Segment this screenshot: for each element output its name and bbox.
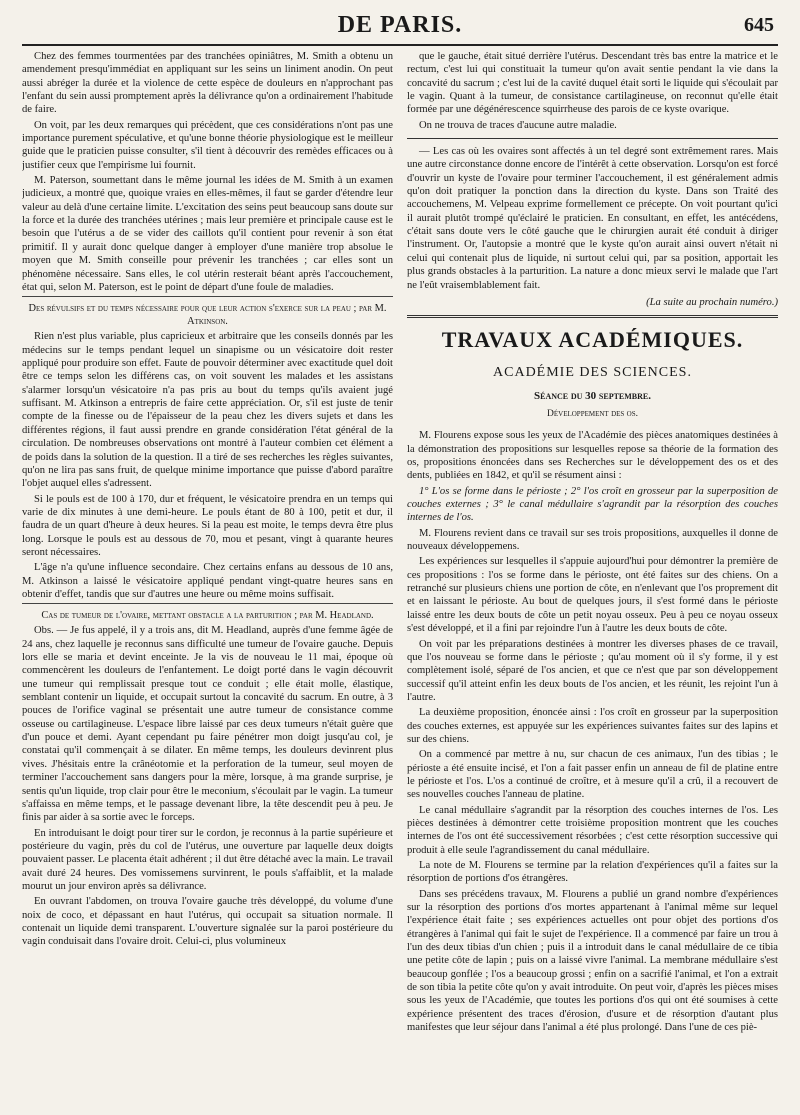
session-date: Séance du 30 septembre. — [533, 389, 652, 402]
paragraph: Chez des femmes tourmentées par des tranchées opiniâtres, M. Smith a obtenu un amendement presqu'immédiat en appliquant sur les seins un liniment anodin. On peut aussi abréger la durée et la violence de cette espèce de douleurs en n'approchant pas l'enfant du sein aussi promptement après la délivrance qu'on a ordinairement l'habitude de faire. — [22, 51, 393, 116]
topic-heading: Développement des os. — [547, 409, 638, 420]
paragraph: Dans ses précédens travaux, M. Flourens a publié un grand nombre d'expériences sur la résorption des portions d'os mortes appartenant à l'animal même sur lequel l'expérience était faite ; ses expériences actuelles ont pour objet des portions d'os étrangères à l'animal qui fait le sujet de l'expérience. Il a commencé par faire un trou à l'un des deux tibias d'un chien ; puis il a introduit dans le canal médullaire de ce tibia une petite côte de lapin ; puis on a laissé vivre l'animal. La membrane médullaire s'est beaucoup gonflée ; l'os a beaucoup grossi ; enfin on a sacrifié l'animal, et l'on a extrait de son tibia la petite côte qu'on y avait introduite. On peut voir, d'après les pièces mises sous les yeux de l'Académie, que toutes les portions d'os qui ont été soumises à cette expérience présentent des traces d'érosion, d'usure et de résorption d'autant plus manifestes que leur séjour dans l'animal a été plus prolongé. Dans l'une de ces piè- — [407, 888, 778, 1034]
paragraph: — Les cas où les ovaires sont affectés à un tel degré sont extrêmement rares. Mais une autre circonstance donne encore de l'intérêt à cette observation. Lorsqu'on est forcé d'ouvrir un kyste de l'ovaire pour terminer l'accouchement, il est généralement admis qu'on doit pratiquer la ponction dans la direction du kyste. Dans son Traité des accouchemens, M. Velpeau exprime formellement ce précepte. On voit pourtant qu'ici il aurait plutôt trompé qu'éclairé le praticien. En consultant, en effet, les antécédens, c'était sans doute vers le côté gauche que le chirurgien aurait été conduit à diriger l'instrument. Or, l'autopsie a montré que le kyste qu'on aurait ainsi ouvert n'était ni celui qui contenait plus de liquide, ni surtout celui qui, par sa position, apportait les plus grands obstacles à la parturition. La nature a donc mieux servi le malade que l'art ne l'eût vraisemblablement fait. — [407, 146, 778, 291]
paragraph: L'âge n'a qu'une influence secondaire. Chez certains enfans au dessous de 10 ans, M. Atkinson a laissé le vésicatoire appliqué pendant vingt-quatre heures sans en obtenir d'effet, tandis que sur d'autres une heure ou même moins suffisait. — [22, 562, 393, 600]
section-heading: Cas de tumeur de l'ovaire, mettant obstacle a la parturition ; par M. Headland. — [22, 603, 393, 622]
paragraph: que le gauche, était situé derrière l'utérus. Descendant très bas entre la matrice et le rectum, c'est lui qui constituait la tumeur qu'on avait sentie pendant la vie dans la concavité du sacrum ; c'est lui de la cavité duquel était sorti le liquide qui s'écoulait par le vagin. Quant à la tumeur, de consistance cartilagineuse, on reconnut qu'elle était formée par une dégénérescence squirrheuse des parois de ce kyste ovarique. — [407, 51, 778, 116]
paragraph: Si le pouls est de 100 à 170, dur et fréquent, le vésicatoire prendra en un temps qui varie de dix minutes à une demi-heure. Le pouls étant de 80 à 100, petit et dur, il faudra de un quart d'heure à deux heures. Si la peau est moite, le temps devra être plus long. Lorsque le pouls est au dessous de 70, mou et pesant, vingt à quarante heures seront nécessaires. — [22, 493, 393, 558]
academy-title: ACADÉMIE DES SCIENCES. — [493, 364, 692, 380]
paragraph: En ouvrant l'abdomen, on trouva l'ovaire gauche très développé, du volume d'une noix de coco, et dépassant en haut l'utérus, qui occupait sa situation normale. Il contenait un liquide demi transparent. L'ouverture signalée sur la paroi postérieure du vagin conduisait dans l'ovaire droit. Celui-ci, plus volumineux — [22, 896, 393, 948]
separator — [407, 138, 778, 139]
paragraph: Le canal médullaire s'agrandit par la résorption des couches internes de l'os. Les pièces destinées à démontrer cette troisième proposition montrent que les couches internes de l'os ont été successivement résorbées ; c'est cette résorption successive qui produit à elle seule l'agrandissement du canal médullaire. — [407, 804, 778, 856]
paragraph: Obs. — Je fus appelé, il y a trois ans, dit M. Headland, auprès d'une femme âgée de 24 ans, chez laquelle je reconnus sans difficulté une tumeur de l'ovaire gauche. Depuis lors elle se maria et devint enceinte. Je la vis de nouveau le 11 mai, époque où commencèrent les douleurs de l'enfantement. Le doigt porté dans le vagin découvrit une tumeur qui remplissait presque tout ce conduit ; elle était molle, élastique, semblant contenir un liquide, et occupait surtout la concavité du sacrum. En outre, à 3 pouces de l'orifice vaginal se présentait une autre tumeur de consistance comme osseuse ou cartilagineuse. L'espace libre laissé par ces deux tumeurs n'était guère que d'un pouce et demi. Ayant cependant pu faire pénétrer mon doigt jusqu'au col, je constatai qu'il commençait à se dilater. En même temps, les douleurs devinrent plus vives. J'hésitais entre la crânéotomie et la perforation de la tumeur, seul moyen de terminer l'accouchement sans dangers pour la mère, lorsque, à ma grande surprise, je sentis qu'un liquide, trop clair pour être le meconium, s'écoulait par le vagin. La tumeur s'affaissa en même temps, et le passage devenant libre, la tête descendit peu à peu. Je finis par aider à sa sortie avec le forceps. — [22, 625, 393, 824]
left-column — [22, 50, 393, 1110]
paragraph: Les expériences sur lesquelles il s'appuie aujourd'hui pour démontrer la première de ces propositions : l'os se forme dans le périoste, ont été faites sur des chiens. On a retranché sur plusieurs chiens une portion de côte, en n'enlevant que l'os proprement dit et en laissant le périoste. Au bout de quelques jours, il s'est formé dans le périoste laissé entre les deux bouts de côte un petit noyau osseux. Peu à peu ce noyau osseux s'est développé, et il a fini par rejoindre l'un à l'autre les deux bouts de côte. — [407, 556, 778, 635]
text-columns — [22, 50, 778, 1110]
page-number: 645 — [744, 14, 774, 36]
paragraph: On ne trouva de traces d'aucune autre maladie. — [419, 119, 617, 131]
paragraph: M. Flourens revient dans ce travail sur ses trois propositions, auxquelles il donne de nouveaux développemens. — [407, 527, 778, 553]
paragraph: Rien n'est plus variable, plus capricieux et arbitraire que les conseils donnés par les médecins sur le temps pendant lequel un sinapisme ou un vésicatoire doit rester appliqué pour produire son effet. Faute de pouvoir déterminer avec exactitude quel doit être ce temps selon les différens cas, on voit souvent les malades et les assistans s'alarmer lorsqu'un vésicatoire n'a pas pris au bout du temps qu'ils avaient jugé suffisant. M. Atkinson a entrepris de faire cette appréciation. Or, s'il est juste de tenir compte de la finesse ou de l'épaisseur de la peau chez les divers sujets et dans les différentes régions, il faut aussi prendre en grande considération l'état général de la circulation. De nombreuses observations ont montré à l'auteur combien cet élément a de poids dans la solution de la question. Il a tiré de ses recherches les règles suivantes, qu'on ne lira pas sans fruit, de quelque minime importance que puisse d'abord paraître l'objet auquel elles s'adressent. — [22, 331, 393, 490]
continuation-note: (La suite au prochain numéro.) — [646, 296, 778, 308]
running-title: DE PARIS. — [337, 12, 463, 38]
paragraph: On a commencé par mettre à nu, sur chacun de ces animaux, l'un des tibias ; le périoste a été ensuite incisé, et l'on a fait passer enfin un anneau de fil de platine entre le périoste et l'os. L'os a continué de croître, et à mesure qu'il a crû, il a recouvert de ses nouvelles couches l'anneau de platine. — [407, 749, 778, 801]
paragraph: M. Paterson, soumettant dans le même journal les idées de M. Smith à un examen judicieux, a montré que, quoique vraies en elles-mêmes, il faut se garder d'étendre leur valeur au delà d'une certaine limite. L'excitation des seins peut beaucoup sans doute sur la force et la durée des tranchées utérines ; mais leur première et principale cause est le besoin que l'utérus a de se vider des caillots qu'il contient pour revenir à son état primitif. Il y aurait donc quelque danger à employer d'une manière trop absolue le moyen que M. Smith conseille pour prévenir les tranchées ; car elles sont un phénomène nécessaire. Sans elles, le col utérin resterait béant après l'accouchement, état qui, selon M. Paterson, est le point de départ d'une foule de maladies. — [22, 175, 393, 293]
travaux-section — [407, 315, 778, 421]
section-heading: Des révulsifs et du temps nécessaire pour que leur action s'exerce sur la peau ; par M. Atkinson. — [22, 296, 393, 328]
paragraph: On voit par les préparations destinées à montrer les diverses phases de ce travail, que l'os nouveau se forme dans le périoste ; qu'au moment où il s'y forme, il y est complètement isolé, séparé de l'os ancien, et que ce n'est que par son développement successif qu'il atteint enfin les deux bouts de l'os ancien, et les réunit, les rejoint l'un à l'autre. — [407, 638, 778, 703]
right-column — [407, 50, 778, 1110]
page-header — [22, 10, 778, 46]
section-title: TRAVAUX ACADÉMIQUES. — [441, 327, 744, 353]
paragraph: La deuxième proposition, énoncée ainsi : l'os croît en grosseur par la superposition des couches externes, est appuyée sur les expériences suivantes faites sur des lapins et sur des chiens. — [407, 707, 778, 745]
paragraph: La note de M. Flourens se termine par la relation d'expériences qu'il a faites sur la résorption de portions d'os étrangères. — [407, 860, 778, 885]
paragraph: En introduisant le doigt pour tirer sur le cordon, je reconnus à la partie supérieure et postérieure du vagin, près du col de l'utérus, une ouverture par laquelle deux doigts pouvaient passer. Le placenta était adhérent ; il dut être détaché avec la main. Le travail avait duré 24 heures. Des vomissemens survinrent, le pouls s'affaiblit, et la malade mourut un jour environ après sa délivrance. — [22, 827, 393, 892]
paragraph: 1° L'os se forme dans le périoste ; 2° l'os croît en grosseur par la superposition de couches externes ; 3° le canal médullaire s'agrandit par la résorption des couches internes de l'os. — [407, 485, 778, 524]
paragraph: On voit, par les deux remarques qui précèdent, que ces considérations n'ont pas une importance purement spéculative, et qu'une bonne théorie physiologique est le meilleur guide que le praticien puisse consulter, s'il tient à découvrir des remèdes efficaces ou à justifier ceux que l'empirisme lui fournit. — [22, 119, 393, 171]
paragraph: M. Flourens expose sous les yeux de l'Académie des pièces anatomiques destinées à la démonstration des propositions sur lesquelles repose sa théorie de la formation des os, propositions énoncées dans ses Recherches sur le développement des os et des dents, publiées en 1842, et qu'il se résument ainsi : — [407, 430, 778, 482]
